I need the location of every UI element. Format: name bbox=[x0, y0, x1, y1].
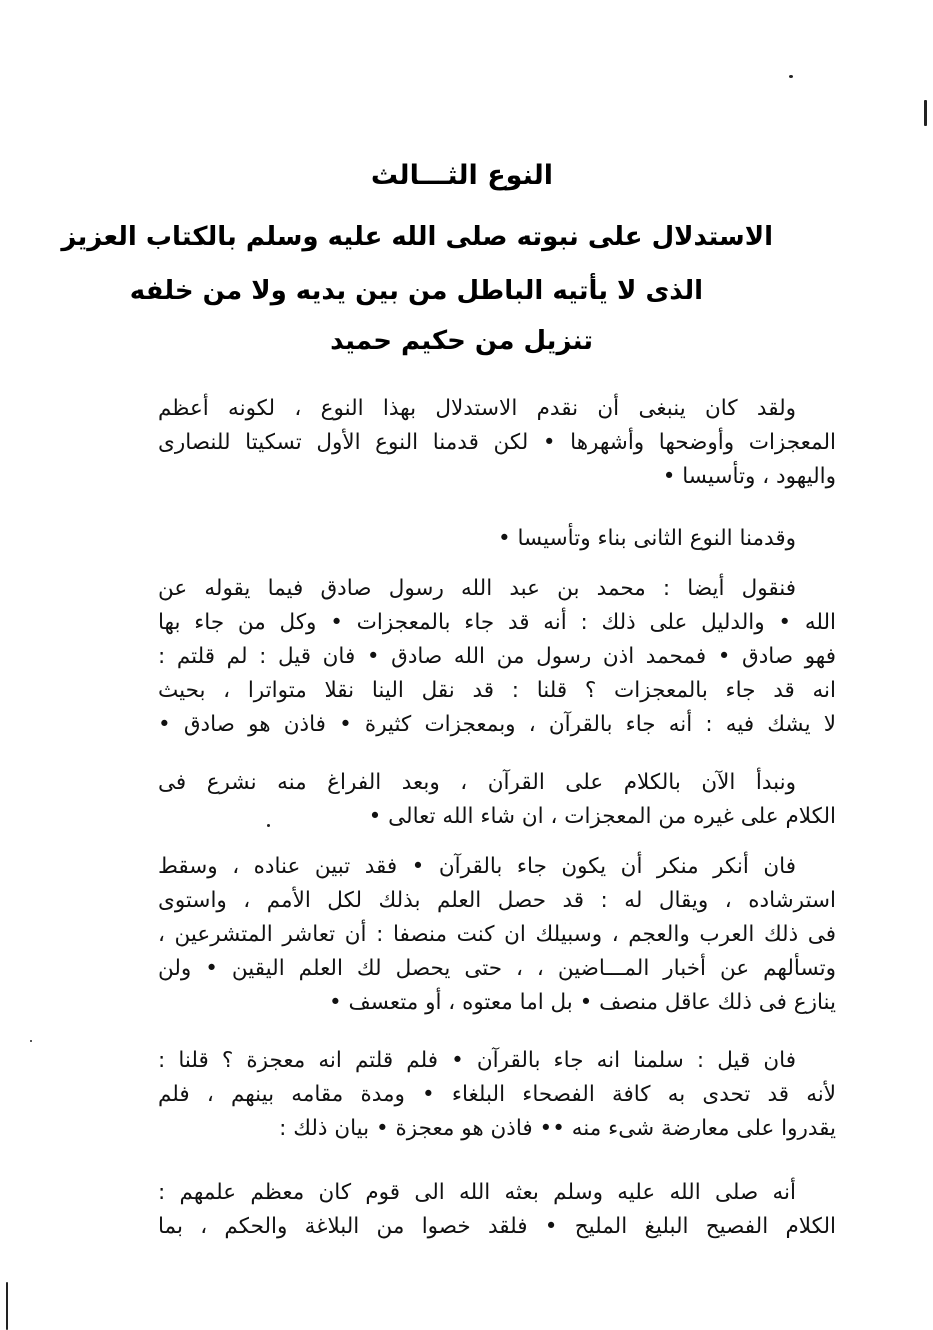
text-line: الكلام الفصيح البليغ المليح • فلقد خصوا من البلاغة والحكم ، بما bbox=[158, 1214, 836, 1239]
text-line: لأنه قد تحدى به كافة الفصحاء البلغاء • ومدة مقامه بينهم ، فلم bbox=[158, 1082, 836, 1107]
paragraph-7 bbox=[158, 1176, 836, 1244]
text-line: فان أنكر منكر أن يكون جاء بالقرآن • فقد تبين عناده ، وسقط bbox=[158, 854, 796, 879]
text-line: وتسألهم عن أخبار المـــاضين ، ، حتى يحصل لك العلم اليقين • ولن bbox=[158, 956, 836, 981]
text-line: أنه صلى الله عليه وسلم بعثه الله الى قوم كان معظم علمهم : bbox=[158, 1180, 796, 1205]
text-line: ولقد كان ينبغى أن نقدم الاستدلال بهذا النوع ، لكونه أعظم bbox=[158, 396, 796, 421]
text-line: يقدروا على معارضة شىء منه •• فاذن هو معجزة • بيان ذلك : bbox=[279, 1116, 836, 1141]
text-line: ينازع فى ذلك عاقل منصف • بل اما معتوه ، أو متعسف • bbox=[328, 990, 836, 1015]
text-line: فنقول أيضا : محمد بن عبد الله رسول صادق فيما يقوله عن bbox=[158, 576, 796, 601]
text-line: الله • والدليل على ذلك : أنه قد جاء بالمعجزات • وكل من جاء بها bbox=[158, 610, 836, 635]
paragraph-5 bbox=[158, 850, 836, 1020]
paragraph-1 bbox=[158, 392, 836, 494]
section-title-line-2: الذى لا يأتيه الباطل من بين يديه ولا من خلفه bbox=[129, 276, 703, 306]
text-line: استرشاده ، ويقال له : قد حصل العلم بذلك لكل الأمم ، واستوى bbox=[158, 888, 836, 913]
text-line: فهو صادق • فمحمد اذن رسول من الله صادق • فان قيل : لم قلتم : bbox=[158, 644, 836, 669]
paragraph-2 bbox=[158, 522, 836, 556]
scan-speck bbox=[924, 100, 927, 126]
scan-speck bbox=[6, 1282, 8, 1330]
section-title-line-1: الاستدلال على نبوته صلى الله عليه وسلم بالكتاب العزيز bbox=[61, 222, 773, 252]
text-line: انه قد جاء بالمعجزات ؟ قلنا : قد نقل الينا نقلا متواترا ، بحيث bbox=[158, 678, 836, 703]
text-line: لا يشك فيه : أنه جاء بالقرآن ، وبمعجزات كثيرة • فاذن هو صادق • bbox=[158, 712, 836, 737]
paragraph-6 bbox=[158, 1044, 836, 1146]
text-line: ونبدأ الآن بالكلام على القرآن ، وبعد الفراغ منه نشرع فى bbox=[158, 770, 796, 795]
text-line: الكلام على غيره من المعجزات ، ان شاء الله تعالى • bbox=[368, 804, 836, 829]
text-line: واليهود ، وتأسيسا • bbox=[662, 464, 836, 489]
text-line: المعجزات وأوضحها وأشهرها • لكن قدمنا النوع الأول تسكيتا للنصارى bbox=[158, 430, 836, 455]
text-line: فان قيل : سلمنا انه جاء بالقرآن • فلم قلتم انه معجزة ؟ قلنا : bbox=[158, 1048, 796, 1073]
text-line: فى ذلك العرب والعجم ، وسبيلك ان كنت منصفا : أن تعاشر المتشرعين ، bbox=[158, 922, 836, 947]
paragraph-3 bbox=[158, 572, 836, 742]
section-type-heading: النوع الثـــالث bbox=[370, 160, 553, 191]
text-line: وقدمنا النوع الثانى بناء وتأسيسا • bbox=[497, 526, 796, 551]
scan-speck bbox=[30, 1040, 32, 1042]
scan-speck bbox=[789, 75, 793, 78]
paragraph-4 bbox=[158, 766, 836, 834]
section-title-line-3: تنزيل من حكيم حميد bbox=[330, 326, 593, 356]
